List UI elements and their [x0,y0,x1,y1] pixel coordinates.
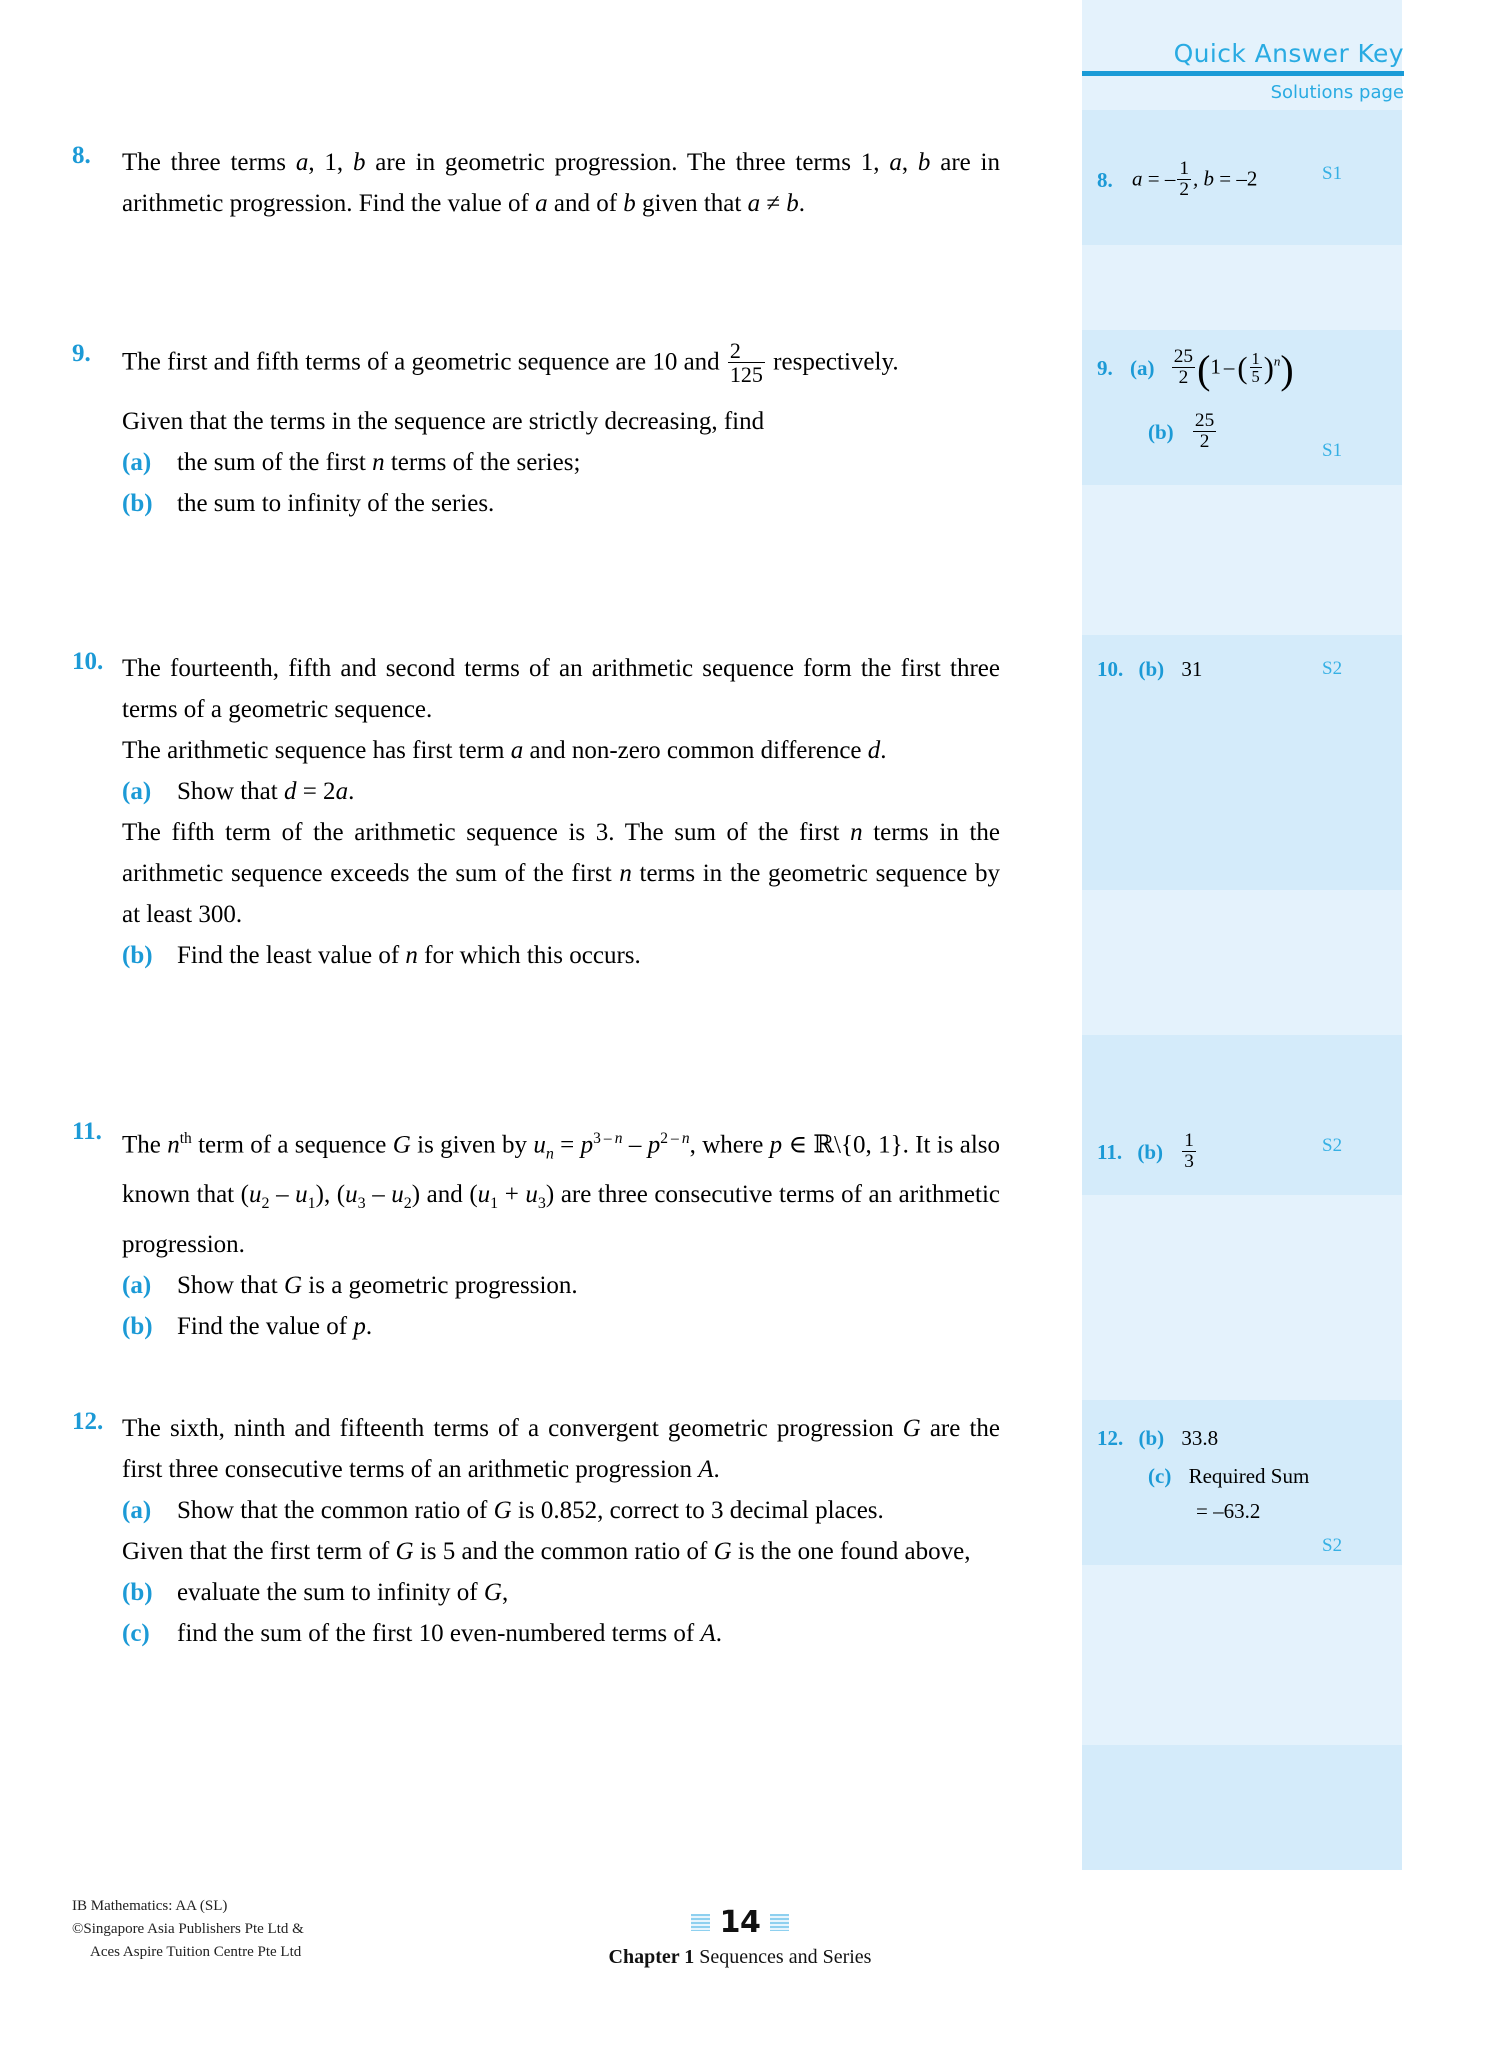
part-label: (c) [122,1620,150,1647]
question-number: 12. [72,1408,104,1435]
chapter-title: Sequences and Series [699,1946,872,1968]
footer-page-info [500,1905,980,1969]
answer-part-label: (a) [1130,356,1155,381]
question-block-11 [0,1118,1082,1347]
question-text-1: The sixth, ninth and fifteenth terms of a convergent geometric progression G are the first three consecutive terms of an arithmetic progression A. [122,1415,1000,1483]
question-stem: Given that the terms in the sequence are strictly decreasing, find [122,408,765,436]
answer-value-continued: = –63.2 [1196,1498,1261,1523]
header-rule [1082,71,1404,76]
answer-eq-sign: = – [1142,166,1176,191]
answer-band [1082,1195,1402,1400]
answer-fraction [1172,347,1195,389]
answer-exponent: n [1273,353,1281,369]
page-number-row [500,1905,980,1940]
chapter-label [500,1946,980,1969]
answer-part-label: (c) [1148,1463,1172,1488]
question-part-a [122,1490,1000,1531]
question-number: 9. [72,340,91,367]
part-label: (a) [122,1497,152,1524]
fraction-denominator: 5 [1251,367,1260,387]
part-label: (a) [122,449,152,477]
question-intro [122,340,1000,387]
question-number: 10. [72,648,104,675]
answer-var-b: , b [1193,166,1214,191]
part-text: evaluate the sum to infinity of G, [177,1579,509,1606]
question-part-a [122,1265,1000,1306]
answer-band [1082,245,1402,330]
part-text: Show that the common ratio of G is 0.852, correct to 3 decimal places. [177,1497,884,1524]
close-paren: ) [1280,346,1294,392]
question-part-b [122,935,1000,976]
fraction-denominator: 2 [1172,367,1195,388]
fraction-numerator: 25 [1173,346,1194,367]
question-part-c [122,1613,1000,1654]
answer-fraction [1182,1131,1196,1173]
chapter-number: Chapter 1 [608,1946,695,1968]
answer-value: 31 [1181,656,1203,681]
answer-value: Required Sum [1188,1463,1310,1488]
open-paren-inner: ( [1237,351,1248,386]
answer-fraction [1177,159,1191,201]
question-text: The $n^{th}$ term of a sequence G is given by $u_n = p^{3 - n} - p^{2 - n}$, where p ∈ ℝ\{0, 1}. It is also known that $(u_2 - u_1)$, $(u_3 - u_2)$ and $(u_1 + u_3)$ are three consecutive terms of an arithmetic progression. [122,1130,1001,1259]
part-text: the sum to infinity of the series. [177,490,495,518]
part-text: Find the value of p. [177,1313,373,1341]
part-text: find the sum of the first 10 even-numbered terms of A. [177,1620,723,1647]
answer-b-value: = –2 [1214,166,1258,191]
question-part-b [122,1306,1000,1347]
answer-entry-8 [1097,160,1257,202]
close-paren-inner: ) [1263,351,1274,386]
page-decoration-left-icon [691,1914,710,1931]
solution-tag-9: S1 [1322,440,1343,461]
part-text: Show that d = 2a. [177,778,355,805]
question-part-a [122,442,1000,483]
answer-entry-11 [1097,1132,1198,1174]
question-number: 8. [72,142,91,169]
answer-entry-12c [1148,1462,1309,1489]
answer-key-header [1082,40,1412,103]
copyright-line-2: Aces Aspire Tuition Centre Pte Ltd [90,1944,302,1960]
part-text: Show that G is a geometric progression. [177,1272,578,1300]
solution-tag-11: S2 [1322,1135,1343,1156]
part-label: (b) [122,942,153,969]
answer-band [1082,1565,1402,1745]
answer-part-label: (b) [1148,420,1174,445]
answer-var-a: a [1132,166,1143,191]
intro-pre: The first and fifth terms of a geometric sequence are 10 and [122,348,720,376]
fraction-numerator: 25 [1194,410,1215,431]
question-block-12 [0,1408,1082,1654]
answer-number: 10. [1097,656,1124,681]
fraction-numerator: 2 [729,338,741,363]
question-text-2: The arithmetic sequence has first term a and non-zero common difference d. [122,737,887,764]
page-decoration-right-icon [770,1914,789,1931]
answer-band [1082,485,1402,635]
question-number: 11. [72,1118,102,1145]
answer-part-label: (b) [1137,1140,1164,1165]
question-block-10 [0,648,1082,976]
answer-value: 33.8 [1181,1425,1219,1450]
part-text: Find the least value of n for which this occurs. [177,942,641,969]
fraction-denominator: 2 [1193,431,1216,452]
answer-entry-10 [1097,655,1202,682]
quick-answer-key-title: Quick Answer Key [1173,39,1404,68]
fraction-numerator: 1 [1251,349,1260,369]
part-label: (b) [122,490,153,518]
fraction-numerator: 1 [1184,1130,1194,1151]
question-text: The three terms a, 1, b are in geometric progression. The three terms 1, a, b are in arithmetic progression. Find the value of a and of b given that a ≠ b. [122,149,1001,217]
question-block-8 [0,142,1082,224]
solution-tag-10: S2 [1322,658,1343,679]
solution-tag-8: S1 [1322,163,1343,184]
part-text: the sum of the first n terms of the series; [177,449,581,477]
answer-fraction-inner [1250,350,1262,385]
question-part-a [122,771,1000,812]
answer-fraction [1193,411,1216,453]
intro-post: respectively. [773,348,899,376]
answer-part-label: (b) [1138,1425,1165,1450]
part-label: (b) [122,1313,153,1341]
answer-entry-9a [1097,348,1294,390]
book-title: IB Mathematics: AA (SL) [72,1898,228,1914]
answer-number: 9. [1097,356,1113,381]
answer-one: 1 [1210,354,1221,379]
answer-part-label: (b) [1138,656,1165,681]
question-text-1: The fourteenth, fifth and second terms of an arithmetic sequence form the first three terms of a geometric sequence. [122,655,1000,723]
question-part-b [122,1572,1000,1613]
answer-number: 12. [1097,1425,1124,1450]
question-part-b [122,483,1000,524]
part-label: (a) [122,1272,152,1300]
fraction-numerator: 1 [1179,158,1189,179]
footer-publisher-info [72,1895,304,1964]
page-number: 14 [719,1905,761,1940]
copyright-line-1: ©Singapore Asia Publishers Pte Ltd & [72,1921,304,1937]
question-block-9 [0,340,1082,524]
answer-minus: – [1223,354,1235,379]
question-fraction [728,339,765,386]
answer-entry-9b [1148,412,1218,454]
question-text-2: Given that the first term of G is 5 and the common ratio of G is the one found above, [122,1538,971,1565]
fraction-denominator: 125 [729,362,763,388]
part-label: (a) [122,778,152,805]
fraction-denominator: 3 [1184,1151,1194,1173]
answer-number: 8. [1097,168,1113,193]
part-label: (b) [122,1579,153,1606]
answer-entry-12c-value [1196,1497,1260,1524]
solution-tag-12: S2 [1322,1535,1343,1556]
answer-entry-12b [1097,1424,1218,1451]
solutions-page-label: Solutions page [1270,81,1404,103]
open-paren: ( [1197,346,1211,392]
question-text-3: The fifth term of the arithmetic sequence is 3. The sum of the first n terms in the arithmetic sequence exceeds the sum of the first n terms in the geometric sequence by at least 300. [122,819,1001,928]
answer-band [1082,890,1402,1035]
fraction-denominator: 2 [1179,179,1189,201]
answer-band [1082,1745,1402,1870]
answer-number: 11. [1097,1140,1123,1165]
answer-key-column [1082,0,1402,1870]
